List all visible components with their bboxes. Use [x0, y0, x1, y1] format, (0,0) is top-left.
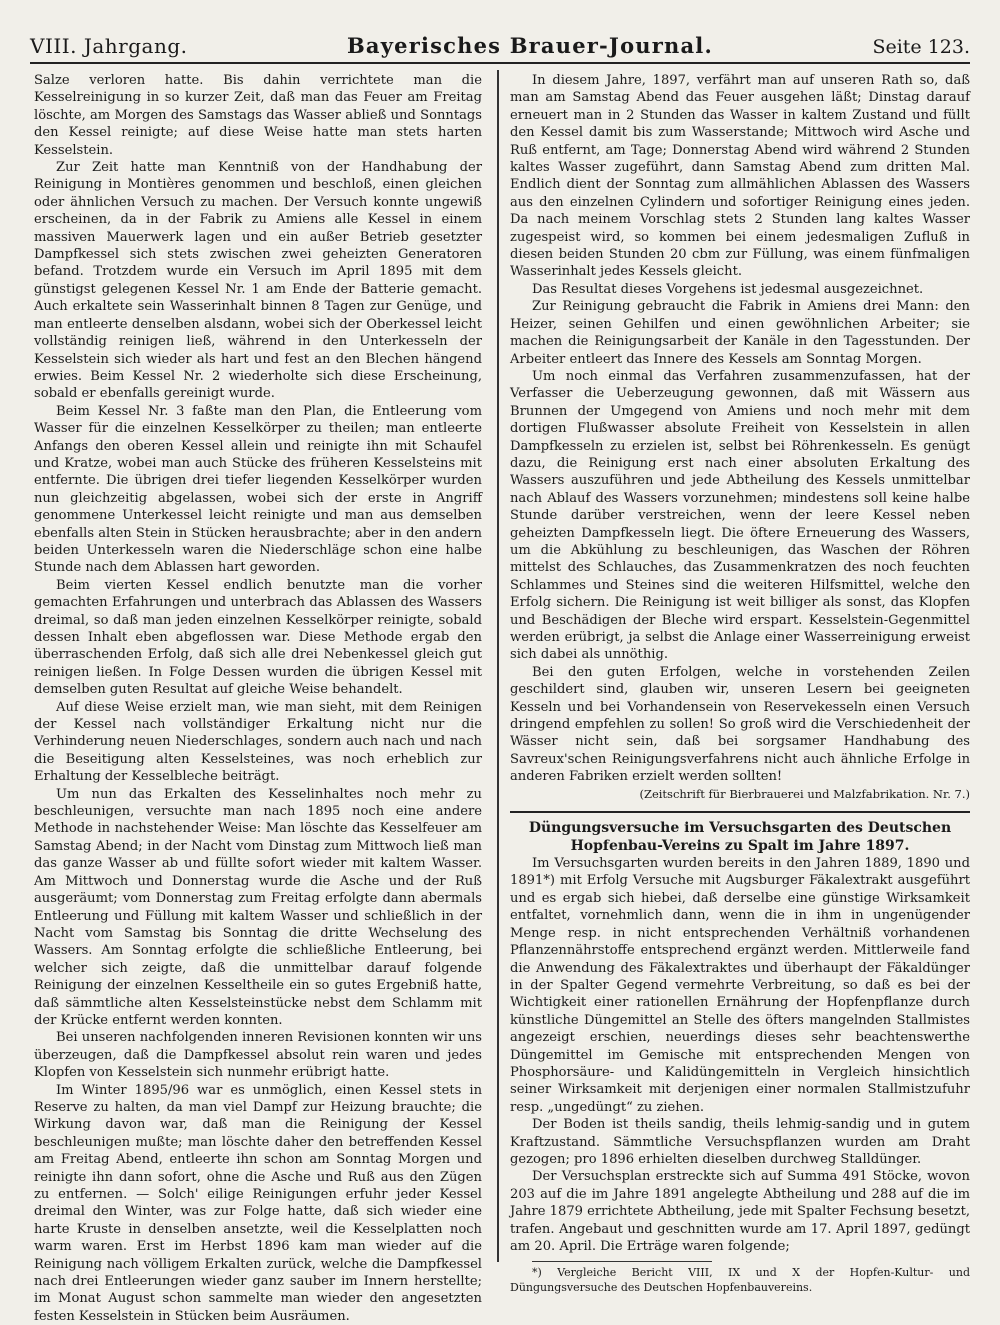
right-paragraph: In diesem Jahre, 1897, verfährt man auf unseren Rath so, daß man am Samstag Abend das Feuer ausgehen läßt; Dinstag darauf erneuert man in 2 Stunden das Wasser in kaltem Zustand und füllt den Kessel damit bis zum Wasserstande; Mittwoch wird Asche und Ruß entfernt, am Tage; Donnerstag Abend wird während 2 Stunden kaltes Wasser zugeführt, dann Samstag Abend zum dritten Mal. Endlich dient der Sonntag zum allmählichen Ablassen des Wassers aus den einzelnen Cylindern und sofortiger Reinigung eines jeden. Da nach meinem Vorschlag stets 2 Stunden lang kaltes Wasser zugespeist wird, so kommen bei einem jedesmaligen Zufluß in diesen beiden Stunden 20 cbm zur Füllung, was einem fünfmaligen Wasserinhalt jedes Kessels gleicht.: [510, 73, 970, 280]
footnote-rule: [532, 1261, 712, 1262]
article-paragraph: Im Versuchsgarten wurden bereits in den Jahren 1889, 1890 und 1891*) mit Erfolg Versuche mit Augsburger Fäkalextrakt ausgeführt und es ergab sich hiebei, daß derselbe eine günstige Wirksamkeit entfaltet, vornehmlich dann, wenn die in ihm in ungenügender Menge resp. in nicht entsprechenden Verhältniß vorhandenen Pflanzennährstoffe entsprechend ergänzt werden. Mittlerweile fand die Anwendung des Fäkalextraktes und überhaupt der Fäkaldünger in der Spalter Gegend vermehrte Verbreitung, so daß es bei der Wichtigkeit einer rationellen Ernährung der Hopfenpflanze durch künstliche Düngemittel an Stelle des öfters mangelnden Stallmistes angezeigt erschien, neuerdings dieses sehr beachtenswerthe Düngemittel im Gemische mit entsprechenden Mengen von Phosphorsäure- und Kalidüngemitteln in Vergleich hinsichtlich seiner Wirksamkeit mit derjenigen einer normalen Stallmistzufuhr resp. „ungedüngt“ zu ziehen.: [510, 856, 970, 1115]
left-paragraph: Zur Zeit hatte man Kenntniß von der Handhabung der Reinigung in Montières genommen und beschloß, einen gleichen oder ähnlichen Versuch zu machen. Der Versuch konnte ungewiß erscheinen, da in der Fabrik zu Amiens alle Kessel in einem massiven Mauerwerk lagen und ein außer Betrieb gesetzter Dampfkessel sich stets zwischen zwei geheizten Generatoren befand. Trotzdem wurde ein Versuch im April 1895 mit dem günstigst gelegenen Kessel Nr. 1 am Ende der Batterie gemacht. Auch erkaltete sein Wasserinhalt binnen 8 Tagen zur Genüge, und man entleerte denselben alsdann, wobei sich der Oberkessel leicht vollständig reinigen ließ, während in den Unterkesseln der Kesselstein sich wieder als hart und fest an den Blechen hängend erwies. Beim Kessel Nr. 2 wiederholte sich diese Erscheinung, sobald er ebenfalls gereinigt wurde.: [34, 160, 482, 402]
left-paragraph: Beim Kessel Nr. 3 faßte man den Plan, die Entleerung vom Wasser für die einzelnen Kesselkörper zu theilen; man entleerte Anfangs den oberen Kessel allein und reinigte ihn mit Schaufel und Kratze, wobei man auch Stücke des früheren Kesselsteins mit entfernte. Die übrigen drei tiefer liegenden Kesselkörper wurden nun gleichzeitig abgelassen, wobei sich der erste in Angriff genommene Unterkessel leicht reinigte und man aus demselben ebenfalls alten Stein in Stücken herausbrachte; aber in den andern beiden Unterkesseln waren die Niederschläge schon eine halbe Stunde nach dem Ablassen hart geworden.: [34, 403, 482, 576]
left-paragraph: Um nun das Erkalten des Kesselinhaltes noch mehr zu beschleunigen, versuchte man nach 1895 noch eine andere Methode in nachstehender Weise: Man löschte das Kesselfeuer am Samstag Abend; in der Nacht vom Dinstag zum Mittwoch ließ man das ganze Wasser ab und füllte sofort wieder mit kaltem Wasser. Am Mittwoch und Donnerstag wurde die Asche und der Ruß ausgeräumt; vom Donnerstag zum Freitag erfolgte dann abermals Entleerung und Füllung mit kaltem Wasser und schließlich in der Nacht vom Samstag bis Sonntag die dritte Wechselung des Wassers. Am Sonntag erfolgte die schließliche Entleerung, bei welcher sich zeigte, daß die unmittelbar darauf folgende Reinigung der einzelnen Kesseltheile ein so gutes Ergebniß hatte, daß sämmtliche alten Kesselsteinstücke nebst dem Schlamm mit der Krücke entfernt werden konnten.: [34, 786, 482, 1028]
right-paragraph: Zur Reinigung gebraucht die Fabrik in Amiens drei Mann: den Heizer, seinen Gehilfen und einen gewöhnlichen Arbeiter; sie machen die Reinigungsarbeit der Kanäle in den Tagesstunden. Der Arbeiter entleert das Innere des Kessels am Sonntag Morgen.: [510, 299, 970, 367]
right-paragraph: Das Resultat dieses Vorgehens ist jedesmal ausgezeichnet.: [532, 281, 924, 297]
right-paragraph: Um noch einmal das Verfahren zusammenzufassen, hat der Verfasser die Ueberzeugung gewonnen, daß mit Wässern aus Brunnen der Umgegend von Amiens und noch mehr mit dem dortigen Flußwasser absolute Freiheit von Kesselstein in allen Dampfkesseln zu erzielen ist, selbst bei Röhrenkesseln. Es genügt dazu, die Reinigung erst nach einer absoluten Erkaltung des Wassers auszuführen und jede Abtheilung des Kessels unmittelbar nach Ablauf des Wassers vorzunehmen; mindestens soll keine halbe Stunde darüber verstreichen, wenn der leere Kessel neben geheizten Dampfkesseln liegt. Die öftere Erneuerung des Wassers, um die Abkühlung zu beschleunigen, das Waschen der Röhren mittelst des Schlauches, das Zusammenkratzen des noch feuchten Schlammes und Steines sind die weiteren Hilfsmittel, welche den Erfolg sichern. Die Reinigung ist weit billiger als sonst, das Klopfen und Beschädigen der Bleche wird erspart. Kesselstein-Gegenmittel werden erübrigt, ja selbst die Anlage einer Wasserreinigung erweist sich dabei als unnöthig.: [510, 368, 970, 663]
left-paragraph: Auf diese Weise erzielt man, wie man sieht, mit dem Reinigen der Kessel nach vollständiger Erkaltung nicht nur die Verhinderung neuen Niederschlages, sondern auch nach und nach die Beseitigung alten Kesselsteines, was noch erheblich zur Erhaltung der Kesselbleche beiträgt.: [34, 699, 482, 785]
right-column: [510, 72, 970, 1295]
article-paragraph: Der Boden ist theils sandig, theils lehmig-sandig und in gutem Kraftzustand. Sämmtliche Versuchspflanzen wurden am Draht gezogen; pro 1896 erhielten dieselben durchweg Stalldünger.: [510, 1117, 970, 1167]
right-paragraph: Bei den guten Erfolgen, welche in vorstehenden Zeilen geschildert sind, glauben wir, unseren Lesern bei geeigneten Kesseln und bei Vorhandensein von Reservekesseln einen Versuch dringend empfehlen zu sollen! So groß wird die Verschiedenheit der Wässer nicht sein, daß bei sorgsamer Handhabung des Savreux'schen Reinigungsverfahrens nicht auch ähnliche Erfolge in anderen Fabriken erzielt werden sollten!: [510, 664, 970, 785]
article-separator: [510, 811, 970, 813]
page-number: Seite 123.: [872, 36, 970, 58]
left-column: [34, 72, 482, 1325]
left-paragraph: Bei unseren nachfolgenden inneren Revisionen konnten wir uns überzeugen, daß die Dampfkessel absolut rein waren und jedes Klopfen von Kesselstein sich nunmehr erübrigt hatte.: [34, 1030, 482, 1081]
left-paragraph: Beim vierten Kessel endlich benutzte man die vorher gemachten Erfahrungen und unterbrach das Ablassen des Wassers dreimal, so daß man jeden einzelnen Kesselkörper reinigte, sobald dessen Inhalt eben abgeflossen war. Diese Methode ergab den überraschenden Erfolg, daß sich alle drei Nebenkessel gleich gut reinigen ließen. In Folge Dessen wurden die übrigen Kessel mit demselben guten Resultat auf gleiche Weise behandelt.: [34, 577, 482, 698]
article-paragraph: Der Versuchsplan erstreckte sich auf Summa 491 Stöcke, wovon 203 auf die im Jahre 1891 angelegte Abtheilung und 288 auf die im Jahre 1879 errichtete Abtheilung, jede mit Spalter Fechsung besetzt, trafen. Angebaut und geschnitten wurde am 17. April 1897, gedüngt am 20. April. Die Erträge waren folgende;: [510, 1169, 970, 1254]
volume-label: VIII. Jahrgang.: [30, 34, 188, 58]
column-divider: [497, 70, 499, 1262]
left-paragraph: Im Winter 1895/96 war es unmöglich, einen Kessel stets in Reserve zu halten, da man viel Dampf zur Heizung brauchte; die Wirkung davon war, daß man die Reinigung der Kessel beschleunigen mußte; man löschte daher den betreffenden Kessel am Freitag Abend, entleerte ihn schon am Sonntag Morgen und reinigte ihn dann sofort, ohne die Asche und Ruß aus den Zügen zu entfernen. — Solch' eilige Reinigungen erfuhr jeder Kessel dreimal den Winter, was zur Folge hatte, daß sich wieder eine harte Kruste in denselben ansetzte, weil die Kesselplatten noch warm waren. Erst im Herbst 1896 kam man wieder auf die Reinigung nach völligem Erkalten zurück, welche die Dampfkessel nach drei Entleerungen wieder ganz sauber im Innern herstellte; im Monat August schon sammelte man wieder den angesetzten festen Kesselstein in Stücken beim Ausräumen.: [34, 1082, 482, 1324]
page-header: [30, 28, 970, 64]
footnote: *) Vergleiche Bericht VIII, IX und X der Hopfen-Kultur- und Düngungsversuche des Deutschen Hopfenbauvereins.: [510, 1266, 970, 1294]
left-paragraph: Salze verloren hatte. Bis dahin verrichtete man die Kesselreinigung in so kurzer Zeit, daß man das Feuer am Freitag löschte, am Morgen des Samstags das Wasser abließ und Sonntags den Kessel reinigte; auf diese Weise hatte man stets harten Kesselstein.: [34, 73, 482, 158]
article-title: Düngungsversuche im Versuchsgarten des Deutschen Hopfenbau-Vereins zu Spalt im Jahre 1897.: [528, 820, 952, 855]
source-citation: (Zeitschrift für Bierbrauerei und Malzfabrikation. Nr. 7.): [639, 786, 970, 801]
journal-title: Bayerisches Brauer-Journal.: [346, 33, 713, 58]
